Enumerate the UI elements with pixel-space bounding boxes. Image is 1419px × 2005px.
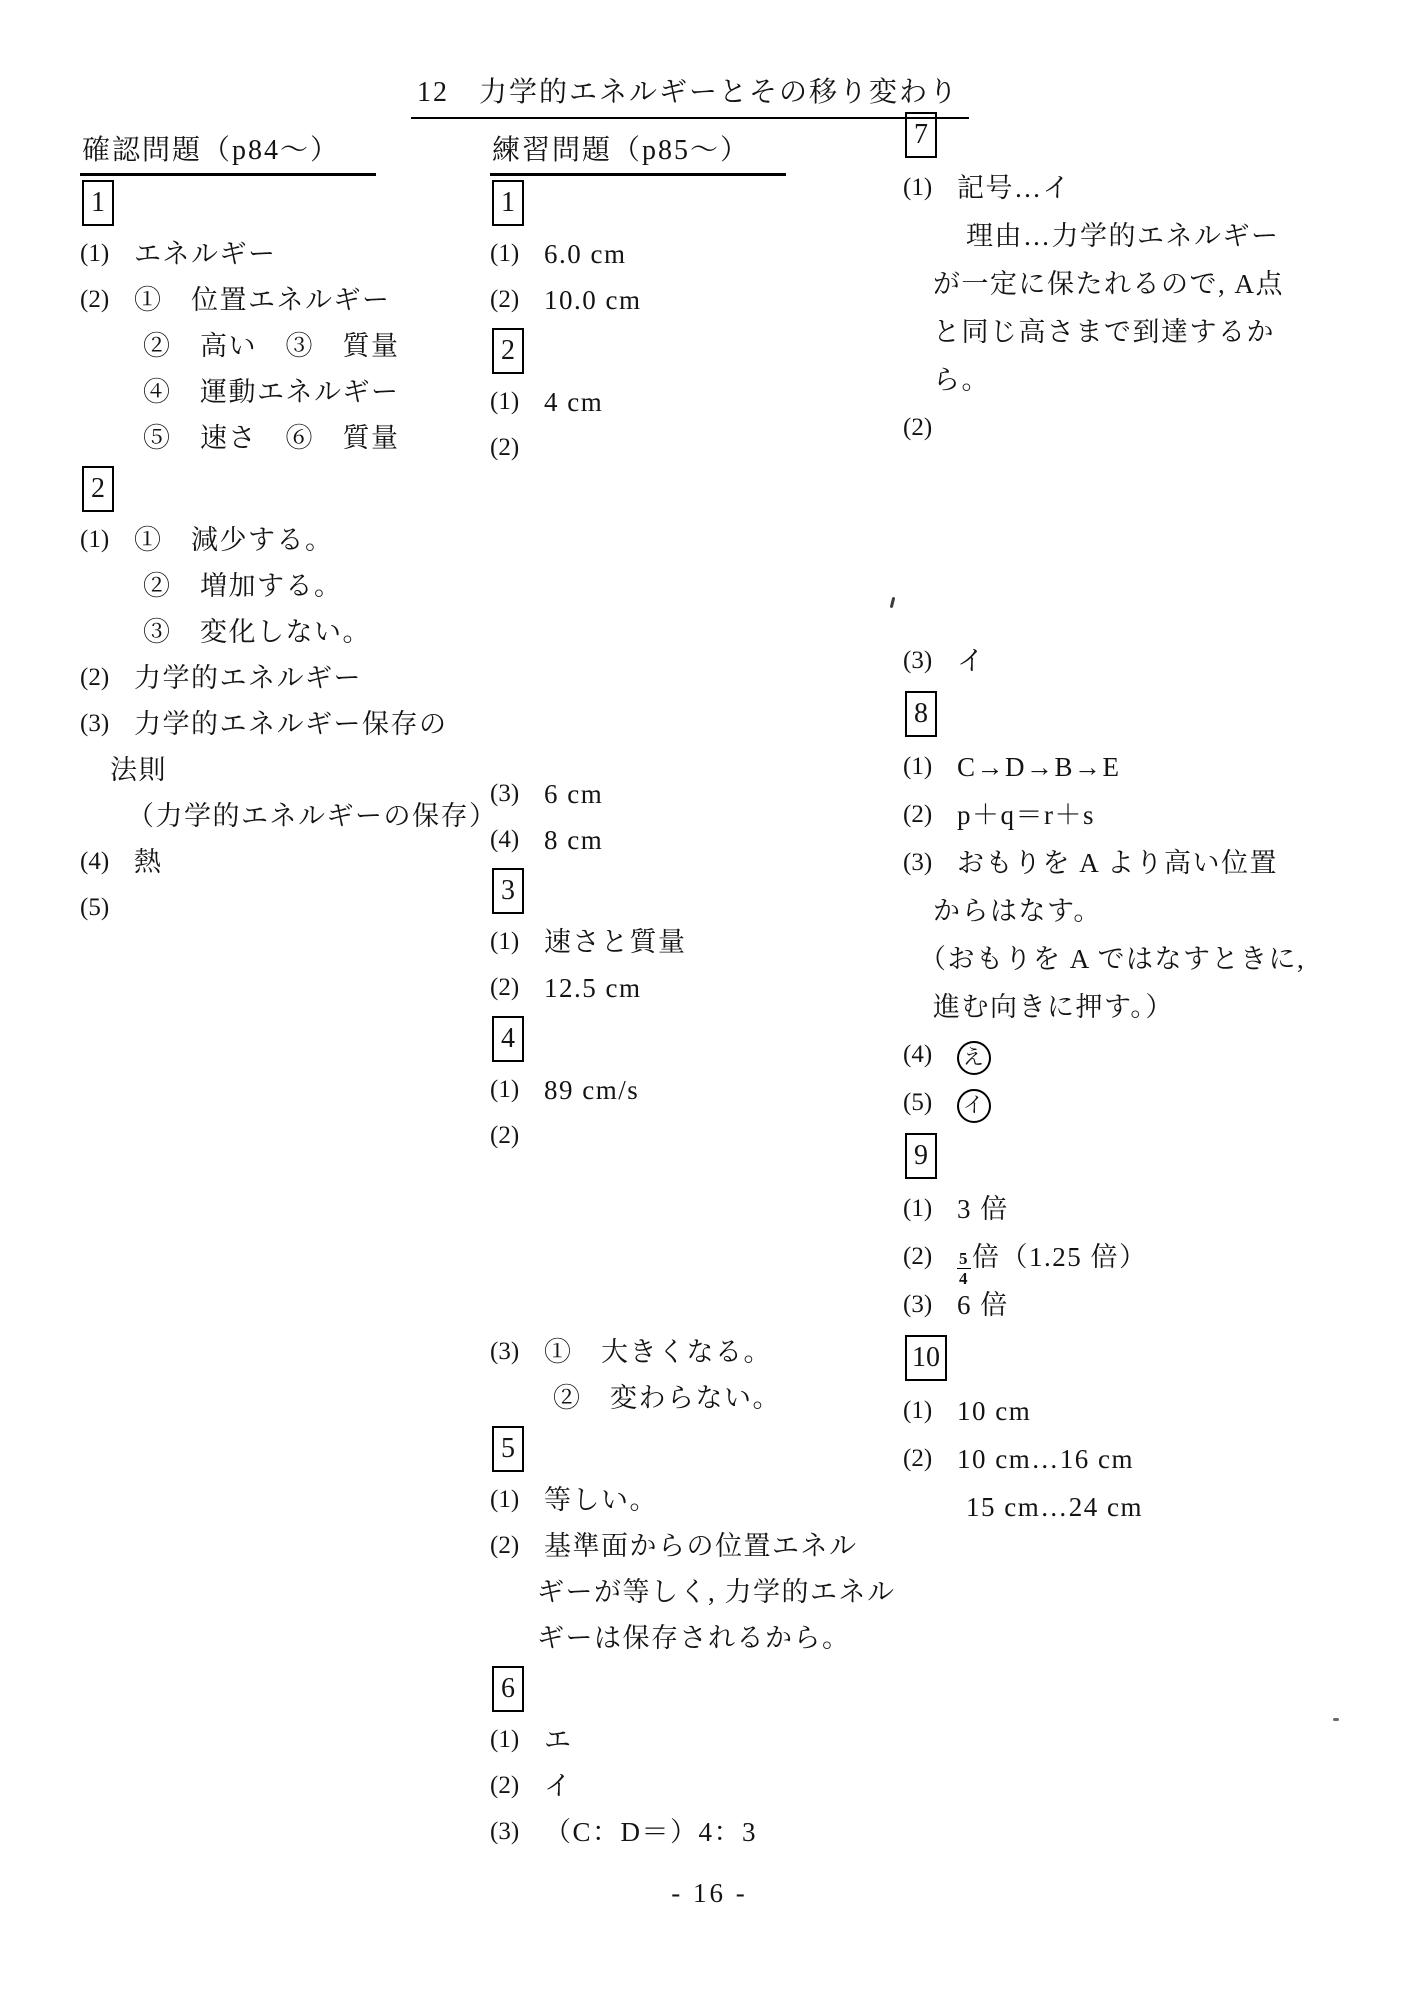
answer-row <box>490 1574 895 1620</box>
fraction <box>957 1250 971 1288</box>
problem-number-row <box>903 1335 1353 1393</box>
answer-text: と同じ高さまで到達するか <box>933 317 1275 347</box>
answer-text: C→D→B→E <box>957 752 1121 782</box>
answer-text: ギーが等しく, 力学的エネル <box>537 1577 896 1607</box>
answer-text: イ <box>957 646 986 676</box>
answer-row <box>80 282 485 328</box>
answer-row <box>80 374 485 420</box>
answer-text: 理由…力学的エネルギー <box>966 221 1280 251</box>
answer-text: 等しい。 <box>544 1485 658 1515</box>
answer-text: 6 倍 <box>957 1290 1009 1320</box>
answer-label: (1) <box>903 753 933 780</box>
answer-row <box>903 643 1353 691</box>
problem-number-box: 1 <box>82 180 114 226</box>
answer-text: ① 大きくなる。 <box>544 1337 772 1367</box>
fraction-denominator: 4 <box>959 1269 969 1289</box>
answer-label: (3) <box>903 647 933 674</box>
answer-text: 10 cm <box>957 1396 1032 1426</box>
answer-label: (4) <box>903 1041 933 1068</box>
answer-row <box>903 941 1353 989</box>
answer-row <box>490 1620 895 1666</box>
column-confirm-problems <box>80 128 498 936</box>
answer-row <box>80 660 485 706</box>
answer-text: エ <box>544 1725 573 1755</box>
answer-text: が一定に保たれるので, A点 <box>933 269 1284 299</box>
answer-text: 熱 <box>134 847 163 877</box>
answer-label: (2) <box>80 664 110 691</box>
problem-number-box: 7 <box>905 112 937 158</box>
problem-number-box: 8 <box>905 691 937 737</box>
answer-row <box>490 1528 895 1574</box>
answer-label: (2) <box>903 1243 933 1270</box>
circled-choice: え <box>957 1041 991 1075</box>
answer-label: (2) <box>903 414 933 441</box>
answer-label: (2) <box>490 1532 520 1559</box>
answer-row <box>903 362 1353 410</box>
answer-text: （おもりを A ではなすときに, <box>919 944 1306 974</box>
answer-row <box>490 282 895 328</box>
column-header-row <box>80 128 485 180</box>
answer-label: (1) <box>490 240 520 267</box>
problem-number-row <box>490 1016 895 1072</box>
answer-text: 速さと質量 <box>544 927 687 957</box>
answer-label: (2) <box>490 1122 520 1149</box>
answer-text: 記号…イ <box>957 173 1071 203</box>
answer-text: 10.0 cm <box>544 285 642 315</box>
answer-text: ① 減少する。 <box>134 525 334 555</box>
answer-row <box>903 1393 1353 1441</box>
answer-row <box>903 1191 1353 1239</box>
answer-text: ギーは保存されるから。 <box>537 1623 851 1653</box>
answer-row <box>903 1441 1353 1489</box>
answer-label: (1) <box>490 388 520 415</box>
problem-number-box: 10 <box>905 1335 947 1381</box>
answer-row <box>903 410 1353 458</box>
answer-row <box>903 749 1353 797</box>
answer-text: （C：D＝）4：3 <box>544 1817 758 1847</box>
column-practice-continued <box>903 112 1353 1537</box>
page-title: 12 力学的エネルギーとその移り変わり <box>411 70 969 119</box>
answer-row <box>80 328 485 374</box>
column-header: 確認問題（p84～） <box>80 128 376 176</box>
answer-text: ② 増加する。 <box>143 571 343 601</box>
answer-label: (1) <box>80 240 110 267</box>
answer-text: 10 cm…16 cm <box>957 1444 1134 1474</box>
problem-number-box: 2 <box>492 328 524 374</box>
answer-text <box>957 1085 991 1123</box>
blank-answer-space <box>490 1164 895 1334</box>
problem-number-row <box>490 868 895 924</box>
problem-number-row <box>903 691 1353 749</box>
blank-answer-space <box>903 458 1353 643</box>
problem-number-box: 2 <box>82 466 114 512</box>
answer-text <box>957 1037 991 1075</box>
answer-label: (3) <box>80 710 110 737</box>
problem-number-row <box>80 466 485 522</box>
problem-number-row <box>80 180 485 236</box>
answer-label: (2) <box>903 1445 933 1472</box>
answer-label: (2) <box>80 286 110 313</box>
answer-text: からはなす。 <box>933 896 1102 926</box>
answer-text: イ <box>544 1771 573 1801</box>
answer-row <box>490 970 895 1016</box>
answer-label: (2) <box>903 801 933 828</box>
answer-row <box>490 1380 895 1426</box>
answer-label: (3) <box>490 780 520 807</box>
circled-choice: イ <box>957 1089 991 1123</box>
answer-text: 15 cm…24 cm <box>966 1492 1143 1522</box>
answer-row <box>80 522 485 568</box>
problem-number-row <box>903 112 1353 170</box>
answer-label: (1) <box>490 1726 520 1753</box>
answer-label: (2) <box>490 974 520 1001</box>
answer-label: (3) <box>903 849 933 876</box>
answer-row <box>490 822 895 868</box>
answer-text: 4 cm <box>544 387 604 417</box>
answer-row <box>80 752 485 798</box>
answer-row <box>903 1239 1353 1287</box>
answer-text: 力学的エネルギー保存の <box>134 709 448 739</box>
answer-label: (1) <box>903 1397 933 1424</box>
answer-row <box>490 924 895 970</box>
answer-label: (5) <box>80 894 110 921</box>
answer-row <box>903 989 1353 1037</box>
answer-label: (2) <box>490 286 520 313</box>
answer-label: (1) <box>80 526 110 553</box>
answer-text: $\frac{5}{4}$ 倍（1.25 倍） <box>959 1242 1148 1289</box>
answer-text: ① 位置エネルギー <box>134 285 391 315</box>
answer-label: (1) <box>903 1195 933 1222</box>
answer-row <box>80 236 485 282</box>
answer-text: 12.5 cm <box>544 973 642 1003</box>
answer-row <box>490 1334 895 1380</box>
answer-text: 進む向きに押す。） <box>933 992 1174 1022</box>
column-header-row <box>490 128 895 180</box>
column-practice-problems <box>490 128 895 1860</box>
problem-number-box: 9 <box>905 1133 937 1179</box>
answer-text: エネルギー <box>134 239 277 269</box>
answer-text: ② 変わらない。 <box>553 1383 781 1413</box>
answer-text: 89 cm/s <box>544 1075 640 1105</box>
problem-number-row <box>490 328 895 384</box>
answer-text: ② 高い ③ 質量 <box>143 331 400 361</box>
answer-row <box>903 218 1353 266</box>
answer-row <box>903 893 1353 941</box>
answer-row <box>80 568 485 614</box>
answer-row <box>903 845 1353 893</box>
answer-label: (5) <box>903 1089 933 1116</box>
problem-number-box: 4 <box>492 1016 524 1062</box>
problem-number-box: 6 <box>492 1666 524 1712</box>
answer-row <box>80 890 485 936</box>
answer-text: おもりを A より高い位置 <box>957 848 1279 878</box>
problem-number-box: 3 <box>492 868 524 914</box>
answer-text: 基準面からの位置エネル <box>544 1531 858 1561</box>
answer-label: (1) <box>490 928 520 955</box>
answer-label: (2) <box>490 1772 520 1799</box>
answer-label: (4) <box>80 848 110 875</box>
page-number: - 16 - <box>671 1878 748 1908</box>
answer-text: 6 cm <box>544 779 604 809</box>
answer-row <box>903 314 1353 362</box>
answer-text: ④ 運動エネルギー <box>143 377 400 407</box>
answer-row <box>903 1489 1353 1537</box>
answer-label: (3) <box>903 1291 933 1318</box>
problem-number-box: 1 <box>492 180 524 226</box>
answer-row <box>490 1768 895 1814</box>
fraction-numerator: 5 <box>959 1249 969 1268</box>
answer-row <box>903 1287 1353 1335</box>
problem-number-row <box>490 1426 895 1482</box>
answer-row <box>903 266 1353 314</box>
answer-label: (2) <box>490 434 520 461</box>
answer-row <box>80 614 485 660</box>
answer-label: (1) <box>490 1076 520 1103</box>
problem-number-row <box>490 180 895 236</box>
answer-text: ⑤ 速さ ⑥ 質量 <box>143 423 400 453</box>
answer-row <box>490 236 895 282</box>
answer-text: （力学的エネルギーの保存） <box>127 801 498 831</box>
answer-row <box>490 776 895 822</box>
answer-label: (1) <box>903 174 933 201</box>
problem-number-row <box>903 1133 1353 1191</box>
answer-row <box>490 1814 895 1860</box>
answer-text: 8 cm <box>544 825 604 855</box>
answer-row <box>80 798 498 844</box>
answer-text: 力学的エネルギー <box>134 663 362 693</box>
answer-label: (4) <box>490 826 520 853</box>
answer-row <box>903 1085 1353 1133</box>
scan-speck <box>1333 1718 1339 1721</box>
answer-row <box>903 1037 1353 1085</box>
answer-text: 6.0 cm <box>544 239 627 269</box>
answer-row <box>490 1722 895 1768</box>
answer-text: p＋q＝r＋s <box>957 800 1095 830</box>
answer-text: ③ 変化しない。 <box>143 617 371 647</box>
answer-row <box>80 706 485 752</box>
answer-text: 3 倍 <box>957 1194 1009 1224</box>
answer-row <box>490 1482 895 1528</box>
problem-number-row <box>490 1666 895 1722</box>
answer-row <box>903 797 1353 845</box>
blank-answer-space <box>490 476 895 776</box>
answer-row <box>80 844 485 890</box>
answer-label: (3) <box>490 1818 520 1845</box>
answer-row <box>490 430 895 476</box>
answer-label: (1) <box>490 1486 520 1513</box>
problem-number-box: 5 <box>492 1426 524 1472</box>
answer-row <box>490 1072 895 1118</box>
column-header: 練習問題（p85～） <box>490 128 786 176</box>
answer-row <box>80 420 485 466</box>
answer-row <box>903 170 1353 218</box>
answer-label: (3) <box>490 1338 520 1365</box>
answer-row <box>490 384 895 430</box>
answer-text: 法則 <box>110 755 167 785</box>
answer-text: ら。 <box>933 365 990 395</box>
answer-row <box>490 1118 895 1164</box>
